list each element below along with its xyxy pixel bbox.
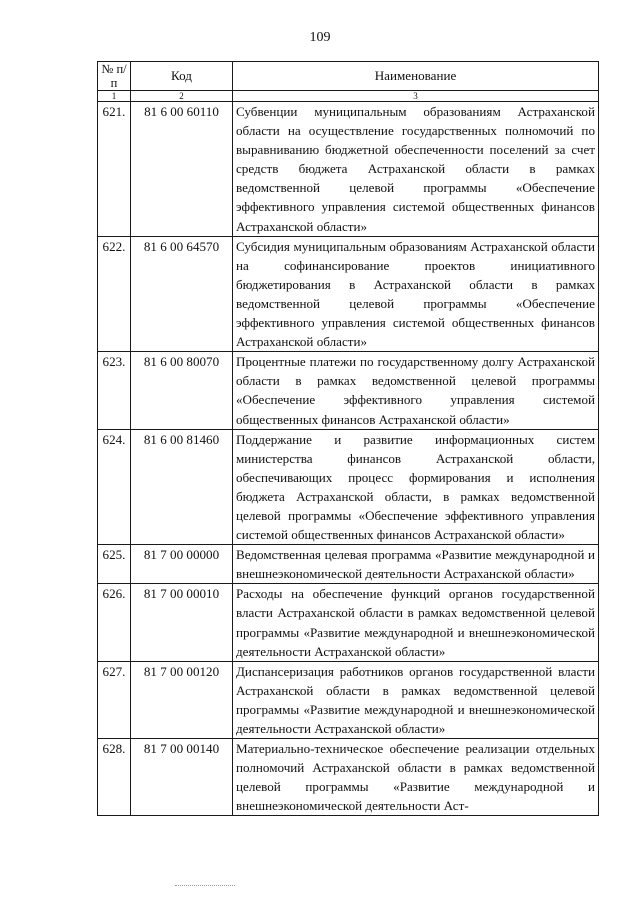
row-name: Материально-техническое обеспечение реализации отдельных полномочий Астраханской области в рамках ведомственной целевой программы «Развитие международной и внешнеэкономической деятельности Аст- bbox=[233, 739, 599, 816]
row-number: 623. bbox=[98, 352, 131, 429]
table-row bbox=[98, 661, 599, 738]
table-body bbox=[98, 102, 599, 816]
table-row bbox=[98, 429, 599, 545]
budget-classification-table bbox=[97, 61, 599, 816]
header-row bbox=[98, 62, 599, 91]
row-number: 626. bbox=[98, 584, 131, 661]
row-code: 81 6 00 80070 bbox=[131, 352, 233, 429]
row-name: Ведомственная целевая программа «Развитие международной и внешнеэкономической деятельности Астраханской области» bbox=[233, 545, 599, 584]
row-code: 81 7 00 00010 bbox=[131, 584, 233, 661]
row-number: 622. bbox=[98, 236, 131, 352]
row-number: 621. bbox=[98, 102, 131, 237]
row-name: Поддержание и развитие информационных систем министерства финансов Астраханской области, обеспечивающих процесс формирования и исполнения бюджета Астраханской области, в рамках ведомственной целевой программы «Обеспечение эффективного управления системой общественных финансов Астраханской области» bbox=[233, 429, 599, 545]
column-index-row bbox=[98, 91, 599, 102]
row-code: 81 7 00 00120 bbox=[131, 661, 233, 738]
table-header bbox=[98, 62, 599, 102]
row-code: 81 6 00 60110 bbox=[131, 102, 233, 237]
column-index: 3 bbox=[233, 91, 599, 102]
table-row bbox=[98, 584, 599, 661]
row-code: 81 7 00 00000 bbox=[131, 545, 233, 584]
table-row bbox=[98, 102, 599, 237]
row-number: 625. bbox=[98, 545, 131, 584]
table-row bbox=[98, 352, 599, 429]
row-name: Субсидия муниципальным образованиям Астраханской области на софинансирование проектов инициативного бюджетирования в Астраханской области в рамках ведомственной целевой программы «Обеспечение эффективного управления системой общественных финансов Астраханской области» bbox=[233, 236, 599, 352]
column-index: 2 bbox=[131, 91, 233, 102]
footer-divider bbox=[175, 885, 235, 886]
header-name: Наименование bbox=[233, 62, 599, 91]
row-name: Расходы на обеспечение функций органов государственной власти Астраханской области в рамках ведомственной целевой программы «Развитие международной и внешнеэкономической деятельности Астраханской области» bbox=[233, 584, 599, 661]
table-row bbox=[98, 545, 599, 584]
row-code: 81 6 00 64570 bbox=[131, 236, 233, 352]
header-code: Код bbox=[131, 62, 233, 91]
row-number: 624. bbox=[98, 429, 131, 545]
table-row bbox=[98, 739, 599, 816]
column-index: 1 bbox=[98, 91, 131, 102]
header-num: № п/п bbox=[98, 62, 131, 91]
row-name: Диспансеризация работников органов государственной власти Астраханской области в рамках ведомственной целевой программы «Развитие международной и внешнеэкономической деятельности Астраханской области» bbox=[233, 661, 599, 738]
row-code: 81 7 00 00140 bbox=[131, 739, 233, 816]
row-code: 81 6 00 81460 bbox=[131, 429, 233, 545]
row-number: 627. bbox=[98, 661, 131, 738]
row-name: Процентные платежи по государственному долгу Астраханской области в рамках ведомственной целевой программы «Обеспечение эффективного управления системой общественных финансов Астраханской области» bbox=[233, 352, 599, 429]
row-name: Субвенции муниципальным образованиям Астраханской области на осуществление государственных полномочий по выравниванию бюджетной обеспеченности поселений за счет средств бюджета Астраханской области в рамках ведомственной целевой программы «Обеспечение эффективного управления системой общественных финансов Астраханской области» bbox=[233, 102, 599, 237]
page-number: 109 bbox=[309, 30, 331, 45]
row-number: 628. bbox=[98, 739, 131, 816]
table-row bbox=[98, 236, 599, 352]
